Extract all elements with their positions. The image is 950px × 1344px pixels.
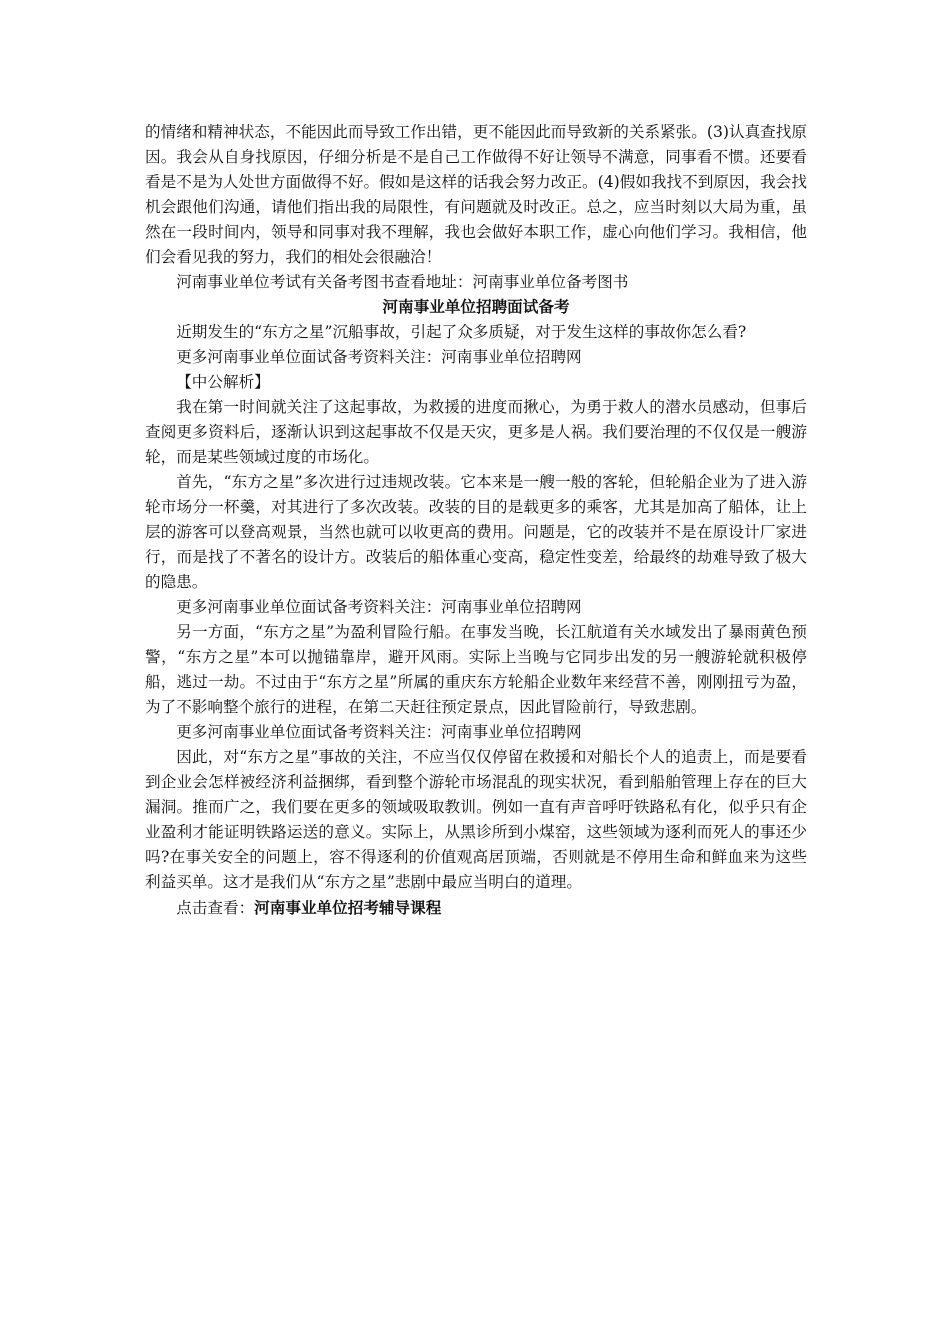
books-line [145,270,807,295]
analysis-label: 【中公解析】 [176,373,270,391]
books-link[interactable]: 河南事业单位备考图书 [472,273,629,291]
more-prefix: 更多河南事业单位面试备考资料关注： [176,723,442,741]
analysis-paragraph-1: 我在第一时间就关注了这起事故，为救援的进度而揪心，为勇于救人的潜水员感动，但事后查阅更多资料后，逐渐认识到这起事故不仅是天灾，更多是人祸。我们要治理的不仅仅是一艘游轮，而是某些领域过度的市场化。 [145,398,807,466]
more-info-line-2 [145,595,807,620]
tutoring-course-link[interactable]: 河南事业单位招考辅导课程 [254,898,442,917]
more-info-line-3 [145,720,807,745]
document-body [145,120,807,921]
analysis-paragraph-2: 首先，“东方之星”多次进行过违规改装。它本来是一艘一般的客轮，但轮船企业为了进入游轮市场分一杯羹，对其进行了多次改装。改装的目的是载更多的乘客，尤其是加高了船体，让上层的游客可以登高观景，当然也就可以收更高的费用。问题是，它的改装并不是在原设计厂家进行，而是找了不著名的设计方。改装后的船体重心变高，稳定性变差，给最终的劫难导致了极大的隐患。 [145,473,807,591]
section-heading: 河南事业单位招聘面试备考 [382,298,570,316]
opening-paragraph: 的情绪和精神状态，不能因此而导致工作出错，更不能因此而导致新的关系紧张。(3)认真查找原因。我会从自身找原因，仔细分析是不是自己工作做得不好让领导不满意，同事看不惯。还要看看是不是为人处世方面做得不好。假如是这样的话我会努力改正。(4)假如我找不到原因，我会找机会跟他们沟通，请他们指出我的局限性，有问题就及时改正。总之，应当时刻以大局为重，虽然在一段时间内，领导和同事对我不理解，我也会做好本职工作，虚心向他们学习。我相信，他们会看见我的努力，我们的相处会很融洽！ [145,123,807,266]
question-paragraph: 近期发生的“东方之星”沉船事故，引起了众多质疑，对于发生这样的事故你怎么看? [176,323,747,341]
recruitment-site-link[interactable]: 河南事业单位招聘网 [441,723,582,741]
click-line [145,895,807,921]
analysis-paragraph-4: 因此，对“东方之星”事故的关注，不应当仅仅停留在救援和对船长个人的追责上，而是要看到企业会怎样被经济利益捆绑，看到整个游轮市场混乱的现实状况，看到船舶管理上存在的巨大漏洞。推而广之，我们要在更多的领域吸取教训。例如一直有声音呼吁铁路私有化，似乎只有企业盈利才能证明铁路运送的意义。实际上，从黑诊所到小煤窑，这些领域为逐利而死人的事还少吗?在事关安全的问题上，容不得逐利的价值观高居顶端，否则就是不停用生命和鲜血来为这些利益买单。这才是我们从“东方之星”悲剧中最应当明白的道理。 [145,748,807,891]
more-info-line-1 [145,345,807,370]
analysis-paragraph-3: 另一方面，“东方之星”为盈利冒险行船。在事发当晚，长江航道有关水域发出了暴雨黄色预警，“东方之星”本可以抛锚靠岸，避开风雨。实际上当晚与它同步出发的另一艘游轮就积极停船，逃过一劫。不过由于“东方之星”所属的重庆东方轮船企业数年来经营不善，刚刚扭亏为盈，为了不影响整个旅行的进程，在第二天赶往预定景点，因此冒险前行，导致悲剧。 [145,623,807,716]
more-prefix: 更多河南事业单位面试备考资料关注： [176,598,442,616]
recruitment-site-link[interactable]: 河南事业单位招聘网 [441,348,582,366]
recruitment-site-link[interactable]: 河南事业单位招聘网 [441,598,582,616]
more-prefix: 更多河南事业单位面试备考资料关注： [176,348,442,366]
click-prefix: 点击查看： [176,899,255,917]
books-prefix: 河南事业单位考试有关备考图书查看地址： [176,273,473,291]
